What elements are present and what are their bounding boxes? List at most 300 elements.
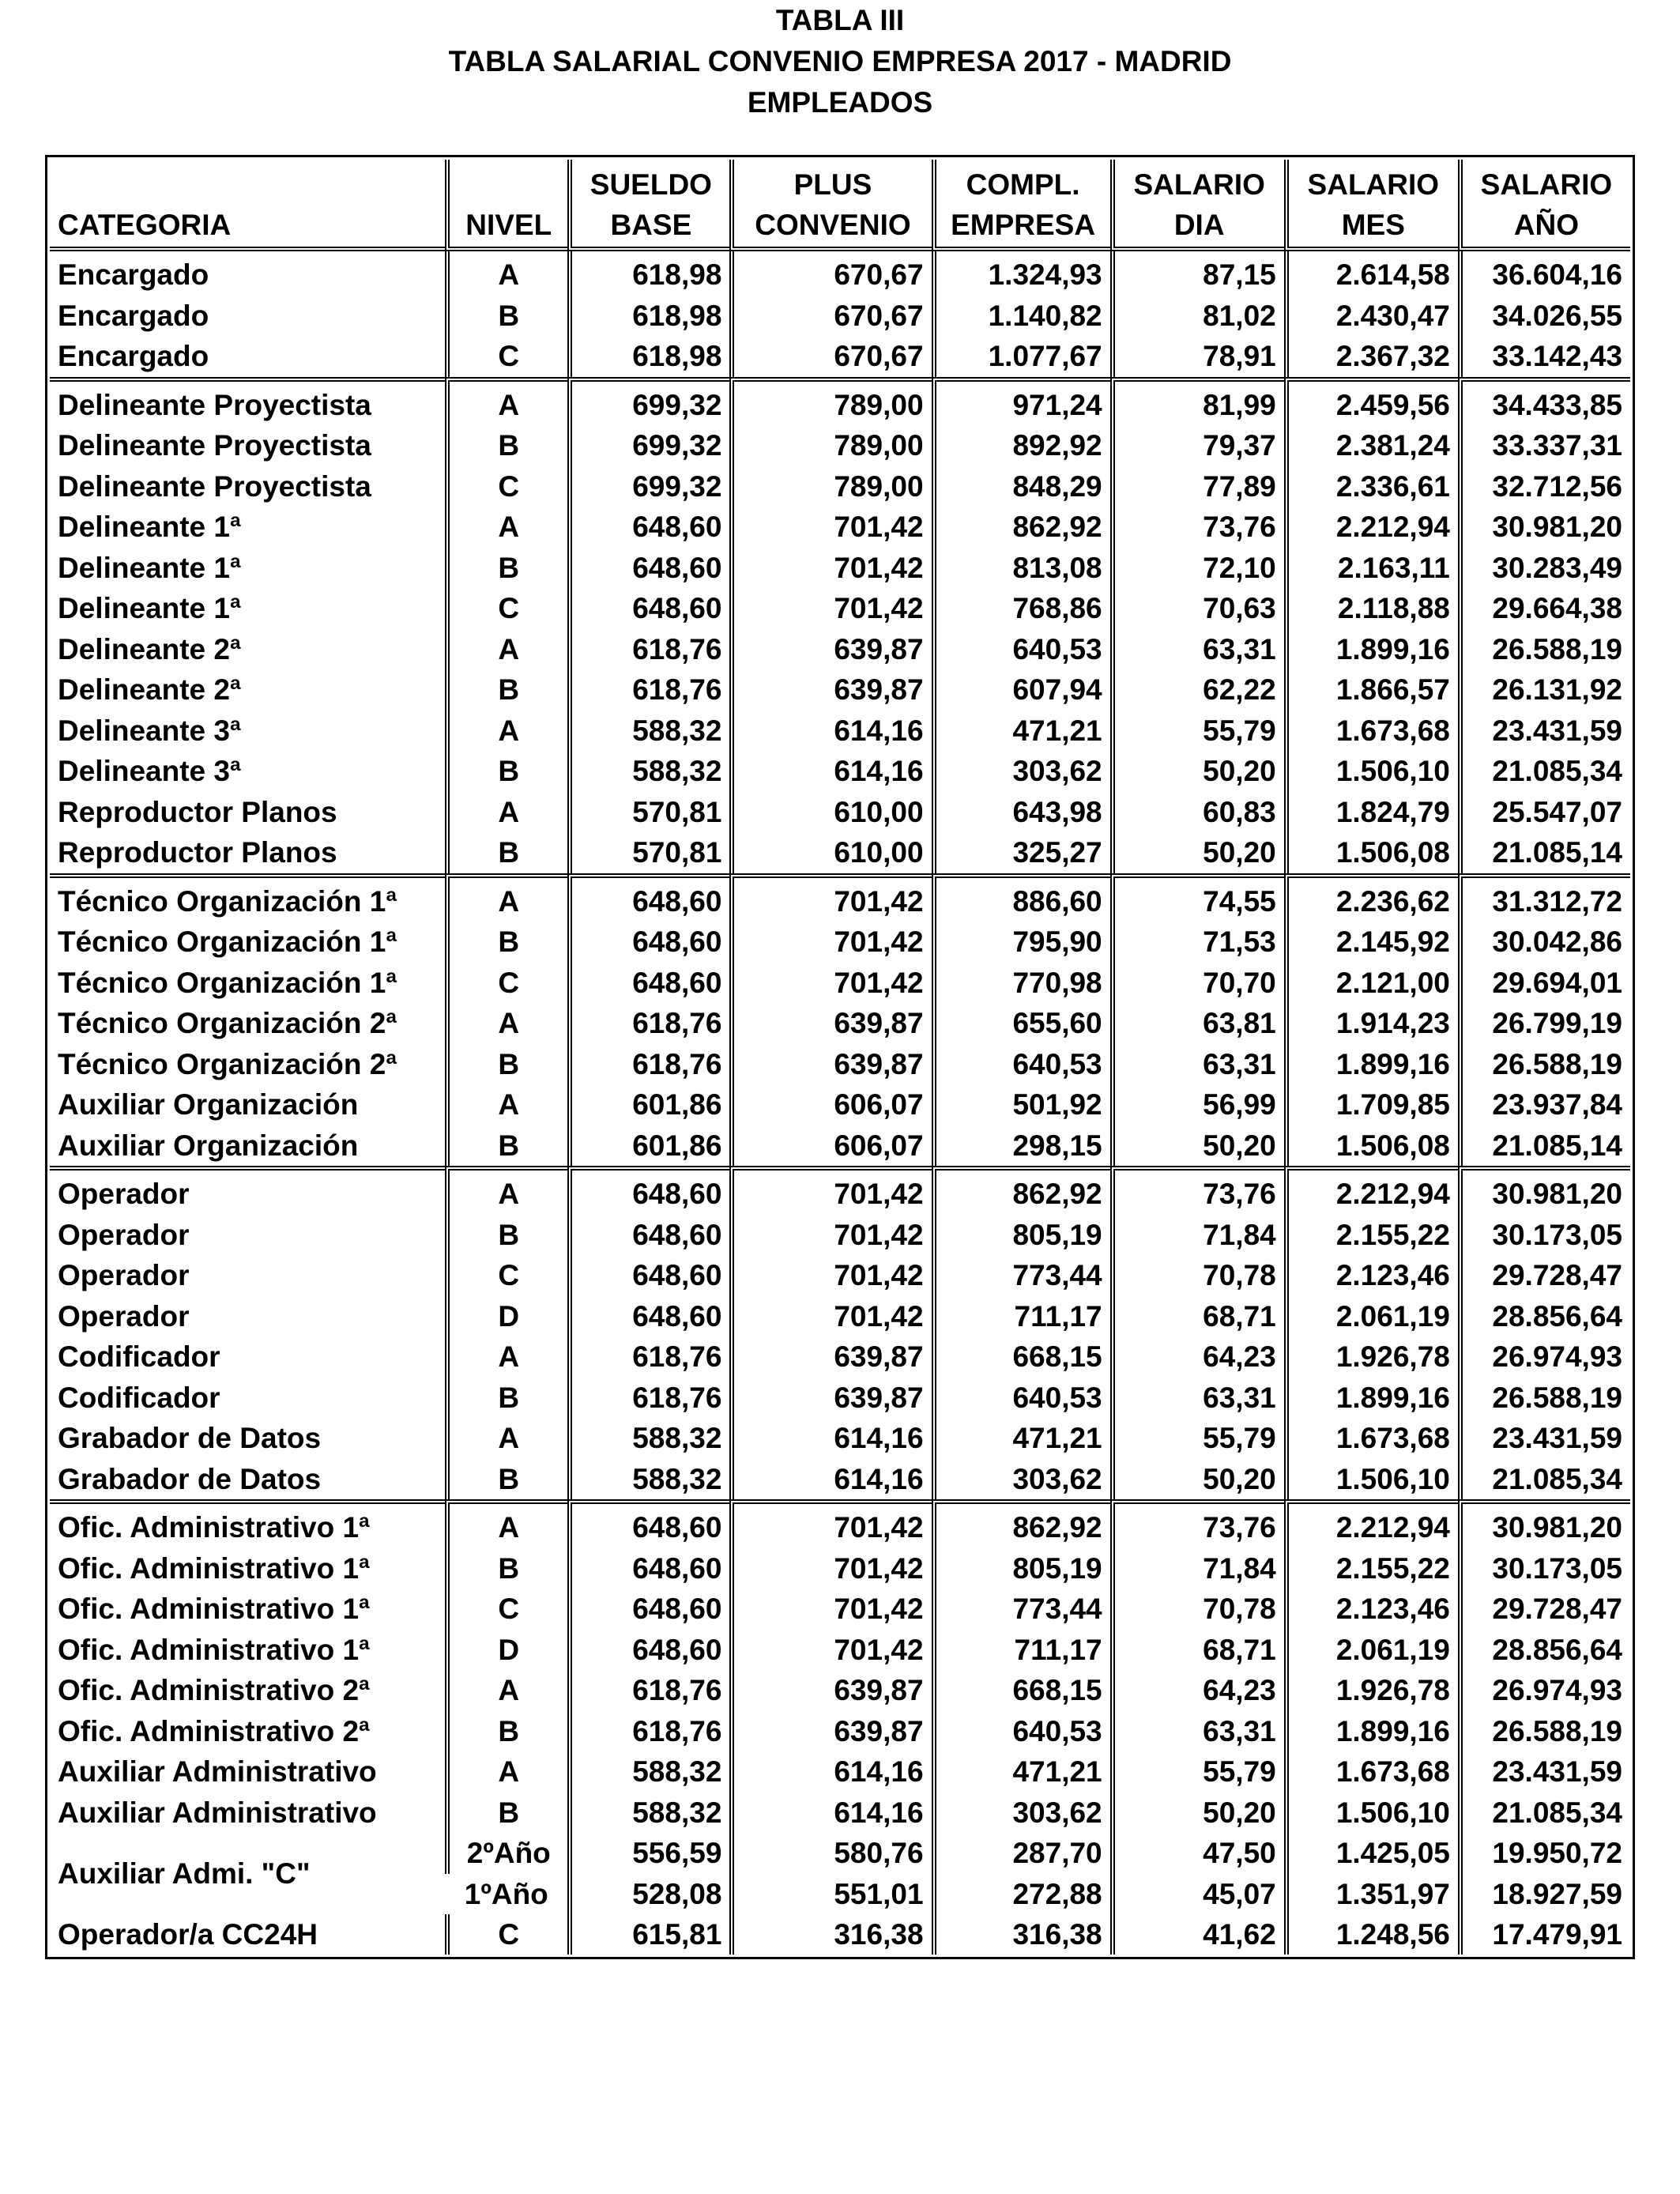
table-row <box>50 377 1630 426</box>
cell-compl-empresa: 607,94 <box>932 669 1110 711</box>
cell-nivel: D <box>445 1296 567 1337</box>
cell-plus-convenio: 614,16 <box>729 1751 931 1793</box>
cell-sueldo-base: 648,60 <box>567 1296 729 1337</box>
cell-sueldo-base: 648,60 <box>567 873 729 922</box>
cell-compl-empresa: 501,92 <box>932 1084 1110 1125</box>
cell-nivel: A <box>445 1670 567 1711</box>
cell-salario-anio: 30.173,05 <box>1458 1215 1630 1256</box>
cell-compl-empresa: 303,62 <box>932 751 1110 792</box>
cell-sueldo-base: 648,60 <box>567 1589 729 1630</box>
cell-sueldo-base: 699,32 <box>567 466 729 507</box>
table-row <box>50 1751 1630 1793</box>
cell-salario-mes: 2.145,92 <box>1284 922 1458 963</box>
cell-sueldo-base: 601,86 <box>567 1125 729 1167</box>
table-row <box>50 751 1630 792</box>
cell-categoria: Delineante 1ª <box>58 511 241 543</box>
cell-plus-convenio: 701,42 <box>729 1215 931 1256</box>
header-categoria: CATEGORIA <box>50 160 445 251</box>
cell-categoria: Operador <box>58 1299 190 1333</box>
cell-nivel: A <box>445 1499 567 1548</box>
cell-sueldo-base: 528,08 <box>567 1874 729 1914</box>
cell-compl-empresa: 971,24 <box>932 377 1110 426</box>
cell-nivel: B <box>445 1044 567 1085</box>
table-row <box>50 873 1630 922</box>
cell-nivel: A <box>445 711 567 752</box>
table-row <box>50 1084 1630 1125</box>
cell-salario-mes: 2.381,24 <box>1284 425 1458 466</box>
cell-salario-anio: 23.431,59 <box>1458 711 1630 752</box>
salary-table <box>50 160 1630 1955</box>
cell-sueldo-base: 618,76 <box>567 629 729 670</box>
cell-categoria: Ofic. Administrativo 1ª <box>58 1593 370 1625</box>
cell-sueldo-base: 618,98 <box>567 336 729 377</box>
table-row <box>50 548 1630 589</box>
cell-plus-convenio: 639,87 <box>729 1044 931 1085</box>
cell-salario-anio: 30.981,20 <box>1458 507 1630 548</box>
cell-salario-mes: 1.899,16 <box>1284 1378 1458 1419</box>
cell-categoria: Auxiliar Administrativo <box>58 1755 377 1788</box>
cell-salario-anio: 26.974,93 <box>1458 1670 1630 1711</box>
cell-compl-empresa: 640,53 <box>932 1378 1110 1419</box>
cell-compl-empresa: 1.324,93 <box>932 251 1110 296</box>
cell-categoria: Auxiliar Admi. "C" <box>58 1857 311 1890</box>
cell-salario-dia: 81,99 <box>1110 377 1284 426</box>
cell-nivel: A <box>445 1336 567 1378</box>
cell-compl-empresa: 640,53 <box>932 629 1110 670</box>
cell-plus-convenio: 701,42 <box>729 548 931 589</box>
category-group <box>50 251 1630 377</box>
table-row <box>50 1003 1630 1044</box>
cell-salario-anio: 30.981,20 <box>1458 1499 1630 1548</box>
cell-sueldo-base: 648,60 <box>567 507 729 548</box>
cell-salario-mes: 2.061,19 <box>1284 1630 1458 1671</box>
cell-compl-empresa: 325,27 <box>932 832 1110 873</box>
cell-plus-convenio: 789,00 <box>729 377 931 426</box>
cell-compl-empresa: 303,62 <box>932 1793 1110 1834</box>
table-header <box>50 160 1630 251</box>
cell-compl-empresa: 643,98 <box>932 792 1110 833</box>
cell-salario-anio: 21.085,14 <box>1458 832 1630 873</box>
cell-salario-mes: 2.163,11 <box>1284 548 1458 589</box>
cell-categoria: Delineante 2ª <box>58 632 241 665</box>
cell-compl-empresa: 287,70 <box>932 1833 1110 1874</box>
cell-plus-convenio: 614,16 <box>729 751 931 792</box>
cell-nivel: B <box>445 548 567 589</box>
cell-salario-anio: 17.479,91 <box>1458 1914 1630 1955</box>
cell-salario-dia: 50,20 <box>1110 751 1284 792</box>
cell-plus-convenio: 701,42 <box>729 873 931 922</box>
cell-nivel: B <box>445 922 567 963</box>
cell-sueldo-base: 601,86 <box>567 1084 729 1125</box>
cell-plus-convenio: 701,42 <box>729 1548 931 1589</box>
table-row <box>50 1255 1630 1296</box>
cell-sueldo-base: 615,81 <box>567 1914 729 1955</box>
cell-salario-mes: 2.155,22 <box>1284 1548 1458 1589</box>
cell-categoria: Delineante 3ª <box>58 755 241 787</box>
cell-salario-dia: 71,84 <box>1110 1548 1284 1589</box>
cell-compl-empresa: 862,92 <box>932 507 1110 548</box>
cell-compl-empresa: 1.077,67 <box>932 336 1110 377</box>
cell-categoria: Ofic. Administrativo 2ª <box>58 1714 370 1747</box>
cell-salario-dia: 50,20 <box>1110 832 1284 873</box>
cell-salario-anio: 29.664,38 <box>1458 588 1630 629</box>
table-row <box>50 1044 1630 1085</box>
cell-sueldo-base: 648,60 <box>567 1166 729 1215</box>
cell-nivel: B <box>445 1711 567 1752</box>
cell-plus-convenio: 606,07 <box>729 1084 931 1125</box>
cell-nivel: B <box>445 1548 567 1589</box>
cell-plus-convenio: 670,67 <box>729 336 931 377</box>
cell-salario-anio: 26.799,19 <box>1458 1003 1630 1044</box>
cell-categoria: Ofic. Administrativo 2ª <box>58 1674 370 1706</box>
table-subtitle: EMPLEADOS <box>747 86 933 119</box>
cell-sueldo-base: 648,60 <box>567 1548 729 1589</box>
cell-compl-empresa: 862,92 <box>932 1499 1110 1548</box>
table-row <box>50 425 1630 466</box>
cell-salario-mes: 1.899,16 <box>1284 1044 1458 1085</box>
cell-salario-mes: 2.459,56 <box>1284 377 1458 426</box>
cell-categoria: Técnico Organización 1ª <box>58 925 397 958</box>
cell-nivel: C <box>445 1589 567 1630</box>
cell-sueldo-base: 648,60 <box>567 1255 729 1296</box>
table-row <box>50 792 1630 833</box>
cell-plus-convenio: 614,16 <box>729 711 931 752</box>
cell-nivel: A <box>445 873 567 922</box>
cell-plus-convenio: 316,38 <box>729 1914 931 1955</box>
cell-plus-convenio: 614,16 <box>729 1793 931 1834</box>
cell-salario-anio: 33.142,43 <box>1458 336 1630 377</box>
cell-plus-convenio: 701,42 <box>729 588 931 629</box>
cell-salario-dia: 50,20 <box>1110 1125 1284 1167</box>
cell-categoria: Codificador <box>58 1381 220 1414</box>
cell-sueldo-base: 588,32 <box>567 1418 729 1459</box>
cell-sueldo-base: 648,60 <box>567 1499 729 1548</box>
cell-compl-empresa: 768,86 <box>932 588 1110 629</box>
cell-nivel: A <box>445 377 567 426</box>
cell-salario-dia: 45,07 <box>1110 1874 1284 1914</box>
cell-salario-dia: 55,79 <box>1110 1751 1284 1793</box>
cell-salario-dia: 71,53 <box>1110 922 1284 963</box>
cell-salario-mes: 1.709,85 <box>1284 1084 1458 1125</box>
cell-nivel: A <box>445 1418 567 1459</box>
cell-plus-convenio: 639,87 <box>729 669 931 711</box>
cell-salario-dia: 62,22 <box>1110 669 1284 711</box>
cell-sueldo-base: 570,81 <box>567 792 729 833</box>
cell-salario-dia: 70,70 <box>1110 963 1284 1004</box>
cell-salario-mes: 2.121,00 <box>1284 963 1458 1004</box>
cell-categoria: Técnico Organización 2ª <box>58 1007 397 1039</box>
cell-nivel: A <box>445 1751 567 1793</box>
cell-salario-anio: 30.283,49 <box>1458 548 1630 589</box>
cell-nivel: C <box>445 1255 567 1296</box>
cell-salario-mes: 2.614,58 <box>1284 251 1458 296</box>
cell-plus-convenio: 670,67 <box>729 296 931 337</box>
cell-nivel: B <box>445 1459 567 1500</box>
cell-salario-mes: 1.425,05 <box>1284 1833 1458 1874</box>
cell-compl-empresa: 316,38 <box>932 1914 1110 1955</box>
cell-salario-mes: 1.506,08 <box>1284 832 1458 873</box>
cell-salario-dia: 77,89 <box>1110 466 1284 507</box>
cell-compl-empresa: 668,15 <box>932 1670 1110 1711</box>
cell-categoria: Delineante 1ª <box>58 551 241 584</box>
cell-salario-anio: 18.927,59 <box>1458 1874 1630 1914</box>
cell-salario-dia: 73,76 <box>1110 1166 1284 1215</box>
cell-plus-convenio: 789,00 <box>729 466 931 507</box>
cell-sueldo-base: 588,32 <box>567 1751 729 1793</box>
cell-nivel: C <box>445 466 567 507</box>
cell-sueldo-base: 588,32 <box>567 1459 729 1500</box>
cell-sueldo-base: 588,32 <box>567 751 729 792</box>
table-row <box>50 1914 1630 1955</box>
table-row <box>50 466 1630 507</box>
cell-compl-empresa: 711,17 <box>932 1630 1110 1671</box>
header-salario-mes: SALARIO MES <box>1284 160 1458 251</box>
cell-salario-anio: 21.085,34 <box>1458 1793 1630 1834</box>
cell-salario-mes: 2.061,19 <box>1284 1296 1458 1337</box>
cell-sueldo-base: 618,98 <box>567 251 729 296</box>
table-row <box>50 336 1630 377</box>
cell-salario-dia: 55,79 <box>1110 711 1284 752</box>
cell-salario-anio: 19.950,72 <box>1458 1833 1630 1874</box>
cell-salario-mes: 1.506,10 <box>1284 751 1458 792</box>
cell-salario-mes: 1.248,56 <box>1284 1914 1458 1955</box>
table-row <box>50 1336 1630 1378</box>
cell-sueldo-base: 699,32 <box>567 377 729 426</box>
category-group <box>50 873 1630 1167</box>
cell-salario-mes: 1.506,10 <box>1284 1793 1458 1834</box>
table-row <box>50 922 1630 963</box>
cell-plus-convenio: 639,87 <box>729 1378 931 1419</box>
cell-nivel: B <box>445 1125 567 1167</box>
cell-categoria: Ofic. Administrativo 1ª <box>50 1499 445 1548</box>
cell-sueldo-base: 648,60 <box>567 922 729 963</box>
cell-salario-anio: 25.547,07 <box>1458 792 1630 833</box>
cell-sueldo-base: 618,76 <box>567 1336 729 1378</box>
salary-table-frame <box>45 155 1635 1959</box>
cell-salario-mes: 1.899,16 <box>1284 629 1458 670</box>
cell-sueldo-base: 618,76 <box>567 1044 729 1085</box>
cell-nivel: A <box>445 792 567 833</box>
cell-plus-convenio: 701,42 <box>729 922 931 963</box>
cell-nivel: A <box>445 1084 567 1125</box>
cell-salario-dia: 64,23 <box>1110 1670 1284 1711</box>
cell-salario-anio: 21.085,14 <box>1458 1125 1630 1167</box>
cell-salario-mes: 1.926,78 <box>1284 1670 1458 1711</box>
cell-sueldo-base: 618,76 <box>567 1711 729 1752</box>
table-row <box>50 1499 1630 1548</box>
cell-salario-anio: 26.974,93 <box>1458 1336 1630 1378</box>
cell-sueldo-base: 699,32 <box>567 425 729 466</box>
cell-plus-convenio: 701,42 <box>729 1166 931 1215</box>
header-compl-empresa: COMPL. EMPRESA <box>932 160 1110 251</box>
cell-nivel: B <box>445 832 567 873</box>
cell-nivel: A <box>445 1003 567 1044</box>
cell-sueldo-base: 588,32 <box>567 711 729 752</box>
cell-salario-anio: 28.856,64 <box>1458 1630 1630 1671</box>
cell-salario-anio: 30.173,05 <box>1458 1548 1630 1589</box>
cell-sueldo-base: 648,60 <box>567 588 729 629</box>
cell-salario-anio: 34.026,55 <box>1458 296 1630 337</box>
cell-salario-anio: 23.431,59 <box>1458 1751 1630 1793</box>
cell-plus-convenio: 639,87 <box>729 1711 931 1752</box>
cell-sueldo-base: 570,81 <box>567 832 729 873</box>
cell-categoria: Técnico Organización 1ª <box>58 966 397 999</box>
cell-salario-mes: 1.506,10 <box>1284 1459 1458 1500</box>
cell-plus-convenio: 639,87 <box>729 1336 931 1378</box>
cell-nivel: A <box>445 1166 567 1215</box>
cell-nivel: A <box>445 507 567 548</box>
cell-salario-mes: 2.212,94 <box>1284 1166 1458 1215</box>
cell-salario-dia: 63,31 <box>1110 1378 1284 1419</box>
table-row <box>50 1548 1630 1589</box>
cell-salario-anio: 29.728,47 <box>1458 1255 1630 1296</box>
cell-plus-convenio: 789,00 <box>729 425 931 466</box>
cell-categoria: Delineante 1ª <box>58 592 241 624</box>
cell-salario-mes: 1.866,57 <box>1284 669 1458 711</box>
cell-nivel: B <box>445 425 567 466</box>
cell-categoria: Técnico Organización 1ª <box>50 873 445 922</box>
cell-salario-dia: 73,76 <box>1110 507 1284 548</box>
cell-salario-mes: 2.336,61 <box>1284 466 1458 507</box>
cell-sueldo-base: 618,76 <box>567 1670 729 1711</box>
table-row <box>50 1630 1630 1671</box>
cell-sueldo-base: 588,32 <box>567 1793 729 1834</box>
cell-salario-mes: 1.673,68 <box>1284 711 1458 752</box>
table-row <box>50 669 1630 711</box>
table-row <box>50 1378 1630 1419</box>
cell-sueldo-base: 618,98 <box>567 296 729 337</box>
cell-salario-dia: 63,81 <box>1110 1003 1284 1044</box>
cell-salario-anio: 30.042,86 <box>1458 922 1630 963</box>
cell-categoria: Delineante Proyectista <box>50 377 445 426</box>
table-row <box>50 1670 1630 1711</box>
cell-salario-mes: 2.123,46 <box>1284 1255 1458 1296</box>
cell-salario-dia: 68,71 <box>1110 1630 1284 1671</box>
cell-salario-mes: 1.926,78 <box>1284 1336 1458 1378</box>
cell-salario-mes: 2.155,22 <box>1284 1215 1458 1256</box>
cell-salario-mes: 1.351,97 <box>1284 1874 1458 1914</box>
table-row <box>50 1296 1630 1337</box>
cell-plus-convenio: 670,67 <box>729 251 931 296</box>
cell-salario-dia: 70,78 <box>1110 1589 1284 1630</box>
cell-nivel: B <box>445 1378 567 1419</box>
cell-plus-convenio: 610,00 <box>729 792 931 833</box>
cell-compl-empresa: 848,29 <box>932 466 1110 507</box>
cell-nivel: B <box>445 1793 567 1834</box>
cell-nivel: D <box>445 1630 567 1671</box>
cell-compl-empresa: 886,60 <box>932 873 1110 922</box>
cell-categoria: Operador <box>58 1259 190 1291</box>
cell-salario-anio: 34.433,85 <box>1458 377 1630 426</box>
cell-sueldo-base: 648,60 <box>567 963 729 1004</box>
cell-categoria: Operador <box>58 1218 190 1251</box>
cell-plus-convenio: 551,01 <box>729 1874 931 1914</box>
category-group <box>50 1499 1630 1955</box>
cell-salario-dia: 70,78 <box>1110 1255 1284 1296</box>
cell-compl-empresa: 795,90 <box>932 922 1110 963</box>
cell-salario-anio: 26.588,19 <box>1458 1378 1630 1419</box>
table-row <box>50 296 1630 337</box>
cell-salario-mes: 2.212,94 <box>1284 507 1458 548</box>
header-salario-dia: SALARIO DIA <box>1110 160 1284 251</box>
cell-categoria: Codificador <box>58 1340 220 1373</box>
cell-plus-convenio: 701,42 <box>729 1630 931 1671</box>
cell-salario-dia: 63,31 <box>1110 1711 1284 1752</box>
cell-nivel: C <box>445 963 567 1004</box>
cell-sueldo-base: 648,60 <box>567 1630 729 1671</box>
cell-categoria: Reproductor Planos <box>58 836 337 869</box>
category-group <box>50 377 1630 873</box>
cell-categoria: Auxiliar Organización <box>58 1129 359 1162</box>
cell-plus-convenio: 639,87 <box>729 1003 931 1044</box>
cell-salario-anio: 29.728,47 <box>1458 1589 1630 1630</box>
cell-compl-empresa: 471,21 <box>932 711 1110 752</box>
cell-categoria: Reproductor Planos <box>58 795 337 828</box>
cell-compl-empresa: 471,21 <box>932 1418 1110 1459</box>
table-row <box>50 1459 1630 1500</box>
cell-nivel: 1ºAño <box>464 1877 548 1910</box>
cell-compl-empresa: 813,08 <box>932 548 1110 589</box>
header-salario-anio: SALARIO AÑO <box>1458 160 1630 251</box>
cell-plus-convenio: 701,42 <box>729 963 931 1004</box>
cell-compl-empresa: 471,21 <box>932 1751 1110 1793</box>
cell-salario-dia: 60,83 <box>1110 792 1284 833</box>
cell-salario-dia: 73,76 <box>1110 1499 1284 1548</box>
cell-salario-anio: 33.337,31 <box>1458 425 1630 466</box>
cell-salario-anio: 21.085,34 <box>1458 751 1630 792</box>
cell-salario-mes: 1.899,16 <box>1284 1711 1458 1752</box>
cell-nivel: A <box>445 251 567 296</box>
cell-plus-convenio: 639,87 <box>729 629 931 670</box>
cell-plus-convenio: 614,16 <box>729 1459 931 1500</box>
cell-plus-convenio: 580,76 <box>729 1833 931 1874</box>
cell-compl-empresa: 272,88 <box>932 1874 1110 1914</box>
cell-salario-anio: 31.312,72 <box>1458 873 1630 922</box>
table-row <box>50 1793 1630 1834</box>
cell-compl-empresa: 770,98 <box>932 963 1110 1004</box>
cell-compl-empresa: 303,62 <box>932 1459 1110 1500</box>
cell-categoria: Encargado <box>58 299 209 332</box>
cell-categoria: Encargado <box>58 340 209 372</box>
header-sueldo-base: SUELDO BASE <box>567 160 729 251</box>
cell-salario-dia: 63,31 <box>1110 629 1284 670</box>
cell-salario-dia: 41,62 <box>1110 1914 1284 1955</box>
table-row <box>50 1166 1630 1215</box>
cell-salario-dia: 50,20 <box>1110 1793 1284 1834</box>
cell-salario-dia: 47,50 <box>1110 1833 1284 1874</box>
cell-plus-convenio: 701,42 <box>729 1499 931 1548</box>
cell-salario-anio: 29.694,01 <box>1458 963 1630 1004</box>
cell-salario-anio: 23.937,84 <box>1458 1084 1630 1125</box>
cell-nivel: B <box>445 296 567 337</box>
cell-categoria: Grabador de Datos <box>58 1422 322 1454</box>
cell-sueldo-base: 648,60 <box>567 1215 729 1256</box>
cell-categoria: Delineante Proyectista <box>58 469 371 503</box>
cell-compl-empresa: 773,44 <box>932 1589 1110 1630</box>
cell-salario-mes: 2.118,88 <box>1284 588 1458 629</box>
cell-salario-anio: 21.085,34 <box>1458 1459 1630 1500</box>
cell-plus-convenio: 701,42 <box>729 507 931 548</box>
table-row <box>50 1418 1630 1459</box>
table-row <box>50 1711 1630 1752</box>
cell-salario-anio: 26.588,19 <box>1458 1044 1630 1085</box>
table-row <box>50 963 1630 1004</box>
cell-salario-anio: 28.856,64 <box>1458 1296 1630 1337</box>
cell-sueldo-base: 618,76 <box>567 1003 729 1044</box>
cell-compl-empresa: 640,53 <box>932 1044 1110 1085</box>
cell-salario-dia: 79,37 <box>1110 425 1284 466</box>
cell-compl-empresa: 711,17 <box>932 1296 1110 1337</box>
